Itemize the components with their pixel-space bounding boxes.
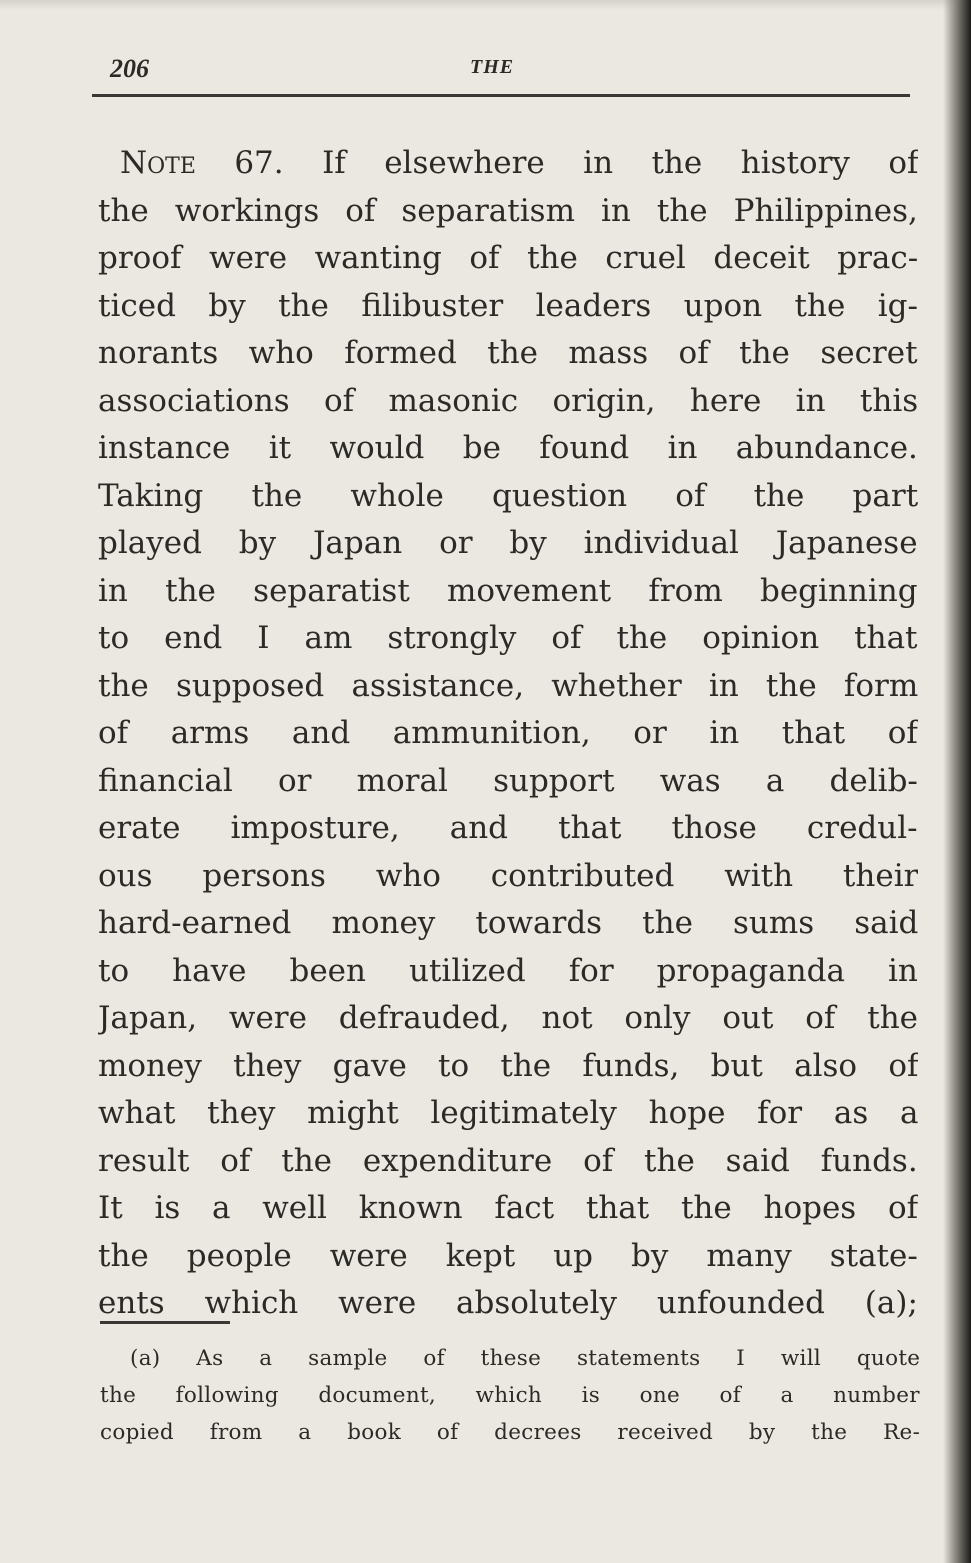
footnote-rule xyxy=(100,1321,230,1324)
text-line: to have been utilized for propaganda in xyxy=(98,952,918,989)
text-line: to end I am strongly of the opinion that xyxy=(98,620,918,656)
text-line: of arms and ammunition, or in that of xyxy=(98,715,918,751)
footnote xyxy=(100,1340,920,1451)
text-line: what they might legitimately hope for as a xyxy=(98,1095,918,1131)
note-body xyxy=(98,140,918,1328)
text-line: ents which were absolutely unfounded (a); xyxy=(98,1285,918,1321)
running-head xyxy=(110,54,910,94)
text-line: the workings of separatism in the Philippines, xyxy=(98,192,918,229)
text-line: associations of masonic origin, here in this xyxy=(98,382,918,419)
text-line: hard-earned money towards the sums said xyxy=(98,905,918,941)
footnote-line: the following document, which is one of a number xyxy=(100,1383,920,1408)
text-line: result of the expenditure of the said funds. xyxy=(98,1142,918,1179)
page-top-shadow xyxy=(0,0,971,10)
text-line: ticed by the filibuster leaders upon the ig- xyxy=(98,287,918,324)
running-title: THE xyxy=(470,56,515,78)
page-number: 206 xyxy=(110,54,149,83)
text-line: ous persons who contributed with their xyxy=(98,857,918,894)
text-line: erate imposture, and that those credul- xyxy=(98,810,918,846)
text-line: financial or moral support was a delib- xyxy=(98,762,918,799)
text-line: money they gave to the funds, but also of xyxy=(98,1047,918,1084)
text-line: played by Japan or by individual Japanese xyxy=(98,525,918,561)
text-line: Taking the whole question of the part xyxy=(98,477,918,514)
header-rule xyxy=(92,94,910,97)
footnote-line: (a) As a sample of these statements I will quote xyxy=(130,1346,920,1371)
text-line: the people were kept up by many state- xyxy=(98,1237,918,1274)
note-label: Note 67. xyxy=(120,145,284,181)
text-line: proof were wanting of the cruel deceit prac- xyxy=(98,240,918,276)
text-line: instance it would be found in abundance. xyxy=(98,430,918,466)
text-line: the supposed assistance, whether in the form xyxy=(98,667,918,704)
page-gutter-shadow xyxy=(943,0,971,1563)
text-line: Note 67. If elsewhere in the history of xyxy=(120,145,918,181)
text-line: Japan, were defrauded, not only out of the xyxy=(98,1000,918,1036)
text-line: norants who formed the mass of the secret xyxy=(98,335,918,371)
footnote-line: copied from a book of decrees received by the Re- xyxy=(100,1420,920,1445)
text-line: in the separatist movement from beginning xyxy=(98,572,918,609)
text-line: It is a well known fact that the hopes of xyxy=(98,1190,918,1226)
